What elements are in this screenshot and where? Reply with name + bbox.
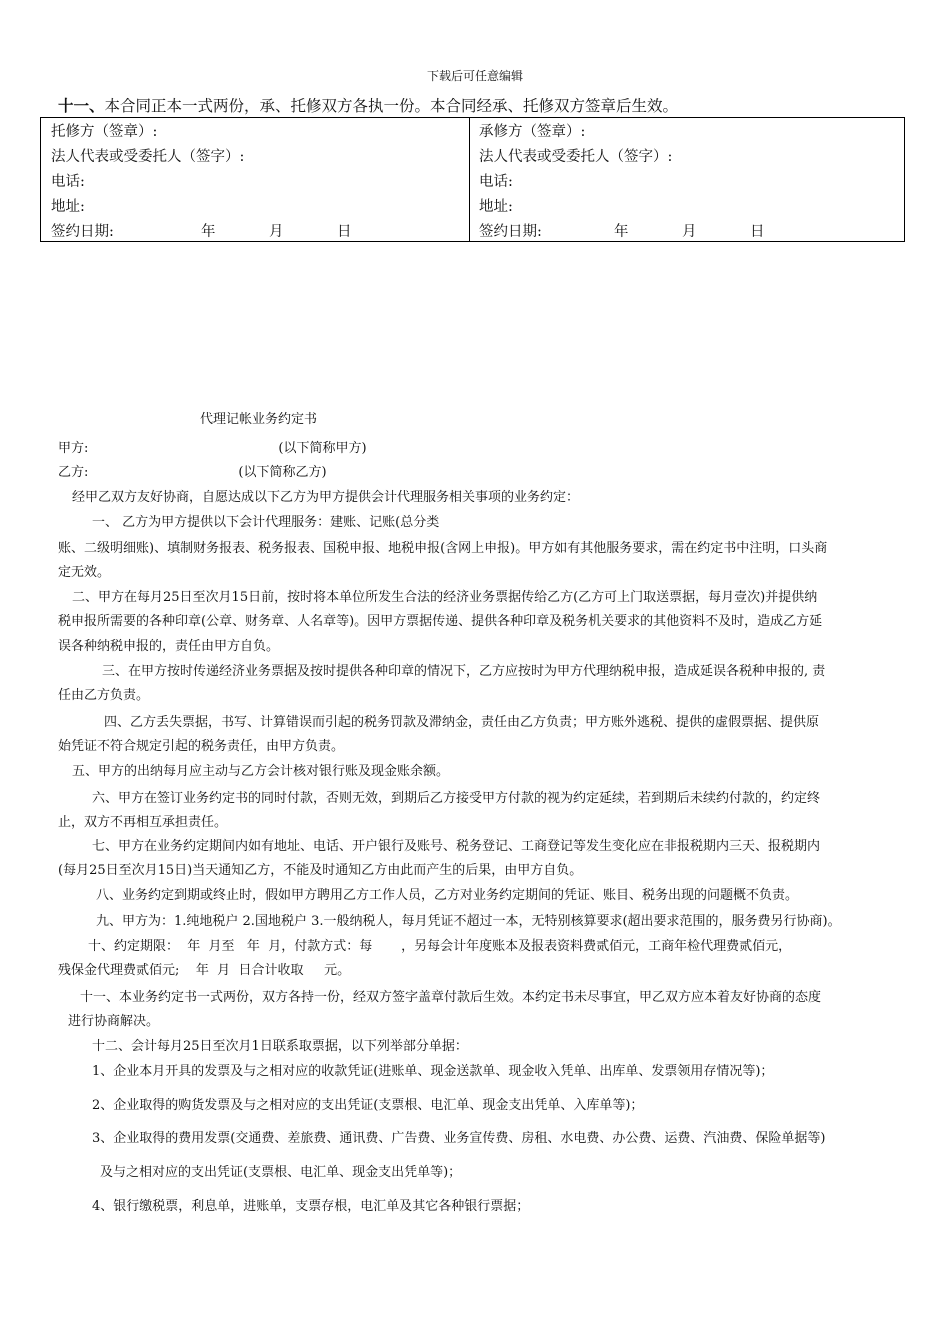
document-list-item-3-line-1: 3、企业取得的费用发票(交通费、差旅费、通讯费、广告费、业务宣传费、房租、水电费、办公费、运费、汽油费、保险单据等) bbox=[92, 1131, 826, 1146]
agreement-intro: 经甲乙双方友好协商，自愿达成以下乙方为甲方提供会计代理服务相关事项的业务约定： bbox=[72, 490, 580, 505]
party-a-label: 甲方: bbox=[58, 441, 89, 456]
item-8: 八、业务约定到期或终止时，假如甲方聘用乙方工作人员，乙方对业务约定期间的凭证、账目、税务出现的问题概不负责。 bbox=[96, 888, 799, 903]
item-2-line-1: 二、甲方在每月25日至次月15日前，按时将本单位所发生合法的经济业务票据传给乙方(乙方可上门取送票据，每月壹次)并提供纳 bbox=[72, 590, 818, 605]
contractor-date-label: 签约日期: bbox=[479, 224, 542, 240]
item-1-line-2: 账、二级明细账)、填制财务报表、税务报表、国税申报、地税申报(含网上申报)。甲方如有其他服务要求，需在约定书中注明，口头商 bbox=[58, 541, 828, 556]
item-7-line-2: (每月25日至次月15日)当天通知乙方，不能及时通知乙方由此而产生的后果，由甲方自负。 bbox=[58, 863, 583, 878]
client-phone-label: 电话: bbox=[51, 174, 85, 190]
document-list-item-2: 2、企业取得的购货发票及与之相对应的支出凭证(支票根、电汇单、现金支出凭单、入库单等)； bbox=[92, 1098, 644, 1113]
client-sign-date bbox=[51, 220, 352, 245]
party-a-line bbox=[58, 437, 367, 461]
item-4-line-1: 四、乙方丢失票据，书写、计算错误而引起的税务罚款及滞纳金，责任由乙方负责；甲方账外逃税、提供的虚假票据、提供原 bbox=[104, 715, 820, 730]
item-2-line-2: 税申报所需要的各种印章(公章、财务章、人名章等)。因甲方票据传递、提供各种印章及税务机关要求的其他资料不及时，造成乙方延 bbox=[58, 614, 823, 629]
clause-11-text: 本合同正本一式两份，承、托修双方各执一份。本合同经承、托修双方签章后生效。 bbox=[104, 97, 679, 115]
item-1-line-3: 定无效。 bbox=[58, 565, 111, 580]
contractor-date-year: 年 bbox=[614, 224, 629, 240]
signature-table bbox=[40, 117, 905, 242]
item-9: 九、甲方为：1.纯地税户 2.国地税户 3.一般纳税人，每月凭证不超过一本，无特别核算要求(超出要求范围的，服务费另行协商)。 bbox=[96, 914, 841, 929]
document-list-item-3-line-2: 及与之相对应的支出凭证(支票根、电汇单、现金支出凭单等)； bbox=[100, 1165, 462, 1180]
party-b-note: (以下简称乙方) bbox=[238, 465, 327, 480]
contractor-rep-label: 法人代表或受委托人（签字）: bbox=[479, 149, 673, 165]
client-date-month: 月 bbox=[269, 224, 284, 240]
contractor-signature-column bbox=[479, 120, 765, 245]
party-b-line bbox=[58, 461, 327, 485]
contractor-date-day: 日 bbox=[750, 224, 765, 240]
item-2-line-3: 误各种纳税申报的，责任由甲方自负。 bbox=[58, 639, 280, 654]
item-12: 十二、会计每月25日至次月1日联系取票据，以下列举部分单据： bbox=[92, 1039, 468, 1054]
table-divider bbox=[469, 118, 470, 241]
client-address-label: 地址: bbox=[51, 199, 85, 215]
agreement-title: 代理记帐业务约定书 bbox=[200, 412, 318, 427]
item-6-line-1: 六、甲方在签订业务约定书的同时付款，否则无效，到期后乙方接受甲方付款的视为约定延续，若到期后未续约付款的，约定终 bbox=[92, 791, 821, 806]
item-11-line-1: 十一、本业务约定书一式两份，双方各持一份，经双方签字盖章付款后生效。本约定书未尽事宜，甲乙双方应本着友好协商的态度 bbox=[80, 990, 822, 1005]
party-a-note: (以下简称甲方) bbox=[278, 441, 367, 456]
party-b-label: 乙方: bbox=[58, 465, 89, 480]
contract-clause-11 bbox=[58, 94, 678, 116]
contractor-sign-date bbox=[479, 220, 765, 245]
page-header-note: 下载后可任意编辑 bbox=[426, 69, 523, 83]
item-11-line-2: 进行协商解决。 bbox=[68, 1014, 160, 1029]
client-date-year: 年 bbox=[201, 224, 216, 240]
document-list-item-1: 1、企业本月开具的发票及与之相对应的收款凭证(进账单、现金送款单、现金收入凭单、出库单、发票领用存情况等)； bbox=[92, 1064, 774, 1079]
contractor-party-label: 承修方（签章）: bbox=[479, 124, 586, 140]
item-4-line-2: 始凭证不符合规定引起的税务责任，由甲方负责。 bbox=[58, 739, 345, 754]
contractor-phone-label: 电话: bbox=[479, 174, 513, 190]
client-date-day: 日 bbox=[337, 224, 352, 240]
client-party-label: 托修方（签章）: bbox=[51, 124, 158, 140]
contractor-address-label: 地址: bbox=[479, 199, 513, 215]
item-5: 五、甲方的出纳每月应主动与乙方会计核对银行账及现金账余额。 bbox=[72, 764, 450, 779]
item-1-line-1: 一、 乙方为甲方提供以下会计代理服务：建账、记账(总分类 bbox=[92, 515, 440, 530]
client-date-label: 签约日期: bbox=[51, 224, 114, 240]
clause-11-prefix: 十一、 bbox=[58, 96, 105, 115]
item-3-line-1: 三、在甲方按时传递经济业务票据及按时提供各种印章的情况下，乙方应按时为甲方代理纳税申报，造成延误各税种申报的, 责 bbox=[102, 664, 826, 679]
contractor-date-month: 月 bbox=[682, 224, 697, 240]
item-3-line-2: 任由乙方负责。 bbox=[58, 688, 150, 703]
item-6-line-2: 止，双方不再相互承担责任。 bbox=[58, 815, 228, 830]
client-signature-column bbox=[51, 120, 352, 245]
item-10-line-2: 残保金代理费贰佰元; 年 月 日合计收取 元。 bbox=[58, 963, 351, 978]
item-10-line-1: 十、约定期限： 年 月至 年 月，付款方式：每 ，另每会计年度账本及报表资料费贰佰元，工商年检代理费贰佰元， bbox=[88, 939, 792, 954]
document-list-item-4: 4、银行缴税票，利息单，进账单，支票存根，电汇单及其它各种银行票据； bbox=[92, 1199, 530, 1214]
item-7-line-1: 七、甲方在业务约定期间内如有地址、电话、开户银行及账号、税务登记、工商登记等发生变化应在非报税期内三天、报税期内 bbox=[92, 839, 821, 854]
client-rep-label: 法人代表或受委托人（签字）: bbox=[51, 149, 245, 165]
